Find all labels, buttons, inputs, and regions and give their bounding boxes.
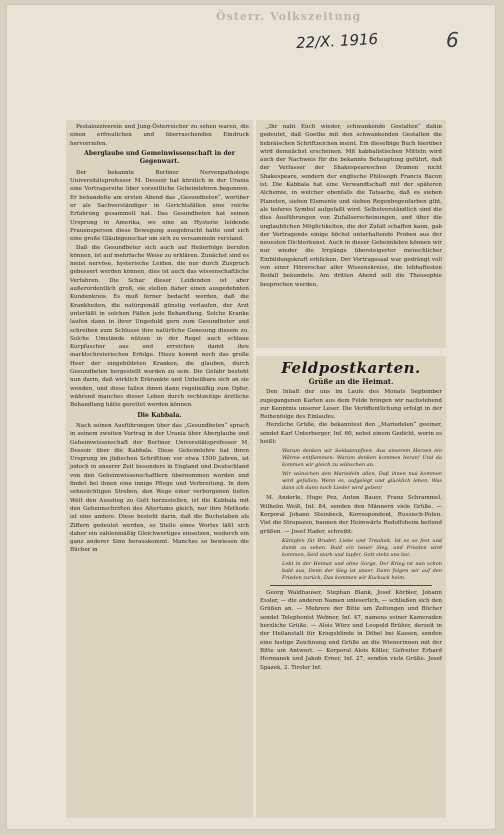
right-upper-clipping bbox=[256, 120, 446, 348]
right-lower-clipping bbox=[256, 356, 446, 818]
right-upper-text bbox=[260, 123, 442, 289]
poem-stanza: Wir wünschen den Mariedeln allen, Daß ihnen mal kommen wird gefallen; Wenn es, aufgelegt und glücklich leben, Was dann ich dann noch Lieder wird geben! bbox=[282, 471, 442, 492]
feldpostkarten-title: Feldpostkarten. bbox=[281, 359, 421, 377]
left-clipping bbox=[66, 120, 253, 818]
paragraph: Den Inhalt der uns im Laufe des Monats September zugegangenen Karten aus dem Felde bringen wir nachstehend zur Kenntnis unserer Leser. Die Veröffentlichung erfolgt in der Reihenfolge des Einlaufes. bbox=[260, 389, 442, 421]
newspaper-masthead: Österr. Volkszeitung bbox=[216, 10, 362, 23]
scrapbook-page bbox=[6, 4, 496, 830]
intro-paragraph: Pestalozziverein und Jung-Österreicher zu sehen waren, die einen erfreulichen und überraschenden Eindruck hervorriefen. bbox=[70, 124, 249, 147]
article-heading-kabbala: Die Kabbala. bbox=[137, 411, 182, 419]
feldpostkarten-subtitle: Grüße an die Heimat. bbox=[308, 377, 394, 386]
article-heading-aberglaube: Aberglaube und Gemeinwissenschaft in der Gegenwart. bbox=[84, 149, 235, 166]
handwritten-page-number: 6 bbox=[446, 28, 459, 52]
paragraph: Daß die Gesundbeter sich auch auf Heilerfolge berufen können, ist auf mehrfache Weise zu erklären. Zunächst sind es meist nervöse, hysterische Leiden, die nur durch Zuspruch gebessert werden können, dies ist auch das wissenschaftliche Verfahren. Die Schar dieser Leidenden ist aber außerordentlich groß, sie stellen daher einen ausgedehnten Kundenkreis. Es muß ferner bedacht werden, daß die Krankheiten, die natürgemäß günstig verlaufen, der Arzt unterläßt in solchen Fällen jede Behandlung. Solche Kranke laufen dann in ihrer Ungeduld gern zum Gesundbeter und schreiben zum Schlusse ihre natürliche Genesung diesem zu. Solche Umstände nützen in der Regel auch schlaue Kurpfuscher aus und erreichen damit ihre marktschreierischen Erfolge. Hiezu kommt noch das große Heer der eingebildeten Kranken, die glauben, durch Gesundbeten hergestellt worden zu sein. Die Gefahr besteht nun darin, daß wirklich Erkrankte und Unheilbare sich an sie wenden, und diese fallen ihnen dann regelmäßig zum Opfer, während manches dieser Leben durch rechtzeitige ärztliche Behandlung hätte gerettet werden können. bbox=[70, 244, 249, 409]
poem-stanza: Lebt in der Heimat und ohne Sorge, Der Krieg ist nun schon bald aus, Denn der Sieg ist unser, Dann folgen wir auf den Frieden zurück, Das kommen wir Kuckuck heim. bbox=[282, 560, 442, 581]
paragraph: Georg Waldhauser, Stephan Blank, Josef Körbler, Johann Essler, — die anderen Namen unleserlich, — schließen sich den Grüßen an. — Mehrere der Bitte um Zeitungen und Bücher sendet Telephonist Webner, Inf. 47, namens seiner Kameraden herzliche Grüße. — Alois Würz und Leopold Brüher, derzeit in der Heilanstalt für Kriegsblinde in Döbel bei Kassen, senden eine lustige Zeichnung und Grüße an die Wienerinnen mit der Bitte um Antwort. — Korporal Alois Köller, Gefreiter Erhard Hermanek und Jakob Erner, Inf. 27, senden viele Grüße. Josef Spazek, 2. Tiroler Inf. bbox=[260, 589, 442, 671]
paragraph: M. Andorle, Hugo Pez, Anton Bauer, Franz Schrammel, Wilhelm Weiß, Inf. 84, senden den Männern viele Grüße. — Korporal Johann Steinbeck, Korrespondent, Russisch-Polen. Viel die Strapazen, bannen der Heimwärts Rudolfsheim beitend grüßen. — Josef Hader, schreibt: bbox=[260, 495, 442, 535]
divider bbox=[270, 585, 432, 586]
paragraph: Herzliche Grüße, die bekanntest den „Mariedelen“ geeiner, sendet Karl Unterberger, Inf. 60, nebst einem Gedicht, worin es heißt: bbox=[260, 422, 442, 446]
paragraph: Der bekannte Berliner Nervenpathologe Universitätsprofessor M. Dessoir hat kürzlich in der Urania eine Vortragsreihe über vorzeitliche Geheimlehren begonnen. Er behandelte am ersten Abend das „Gesundbeten“, worüber er als Sachverständiger in Gerichtsfällen eine reiche Erfahrung gesammelt hat. Das Gesundbeten hat seinen Ursprung in Amerika, wo eine an Hysterie leidende Frauensperson diese Bewegung ausgebracht hatte und sich eine große Gläubigenschar um sich zu versammeln verstand. bbox=[70, 169, 249, 243]
right-lower-text bbox=[260, 356, 442, 672]
left-column-text bbox=[70, 123, 249, 555]
handwritten-date: 22/X. 1916 bbox=[295, 29, 379, 53]
paragraph: Nach seinen Ausführungen über das „Gesundbeten“ sprach in seinem zweiten Vortrag in der Urania über Aberglaube und Geheimwissenschaft der Berliner Universitätsprofessor M. Dessoir über die Kabbala. Diese Geheimlehre hat ihren Ursprung im jüdischen Schrifttum vor etwa 1500 Jahren, ist jedoch in unserer Zeit besonders in England und Deutschland von den Geheimwissenschaftlern übernommen worden und findet bei ihnen eine innige Pflege und Verbreitung. In dem sehnsüchtigen Streben, den Wege einer verborgenen tiefen Welt den Ausstieg zu Gott herzustellen, ist die Kabbala mit den Geheimschriften des Altertums gleich, nur ihre Methode ist eine andere. Diese besteht darin, daß die Buchstaben als Ziffern gedeutet werden, so Stelle eines Wortes läßt sich daher ein zahlenmäßig Gleichwertiges einsetzen, wodurch ein ganz anderer Sinn herauskommt. Manches so bewiesen die Bücher in bbox=[70, 423, 249, 554]
poem-stanza: Warum denken wir Soldatenpfnen. Aus unserem Herzen ein Wärme entflammen: Warum denken kommen heran! Und da kommen wir gleich zu wünschen an. bbox=[282, 448, 442, 469]
poem-stanza: Kämpfen für Bruder, Liebe und Treuheit, Ist es so fest und dumb zu sehen. Bald ein neuer Sieg, und Frieden wird kommen, Seid stark und tapfer, Gott steht uns bei. bbox=[282, 537, 442, 558]
paragraph: „Ihr naht Euch wieder, schwankende Gestalten“ dahin gedeutet, daß Goethe mit den schwankenden Gestalten die hebräischen Schriftzeichen meint. Ein dieselbige Buch hierüber wird demnächst erscheinen. Mit kabbalistischen Mitteln wird auch der Nachweis für die bekannte Behauptung geführt, daß der Verfasser der Shakespeareschen Dramen nicht Shakespeare, sondern der englische Philosoph Francis Bacon ist. Die Kabbala hat eine Verwandtschaft mit der späteren Alchemie, in welcher ebenfalls die Tatsache, daß es sieben Planeten, sieben Elemente und sieben Regenbogenfarben gibt, als tieferes Symbol aufgefaßt wird. Selbstverständlich sind die dies Ausführungen von Zufallserscheinungen, und über die unglaublichen Möglichkeiten, die der Zufall schaffen kann, gab der Vortragende einige höchst unterhaltende Proben aus der neuesten Dichterkunst. Auch in dieser Geheimlehre können wir nur wieder die Irrgänge übersteigerter menschlicher Einbildungskraft erblicken. Der Vortragssaal war gedrängt voll von einer Hörerschar aller Wissenskreise, die lebhaftesten Beifall bekundete. Am dritten Abend soll die Theosophie besprochen werden. bbox=[260, 124, 442, 288]
